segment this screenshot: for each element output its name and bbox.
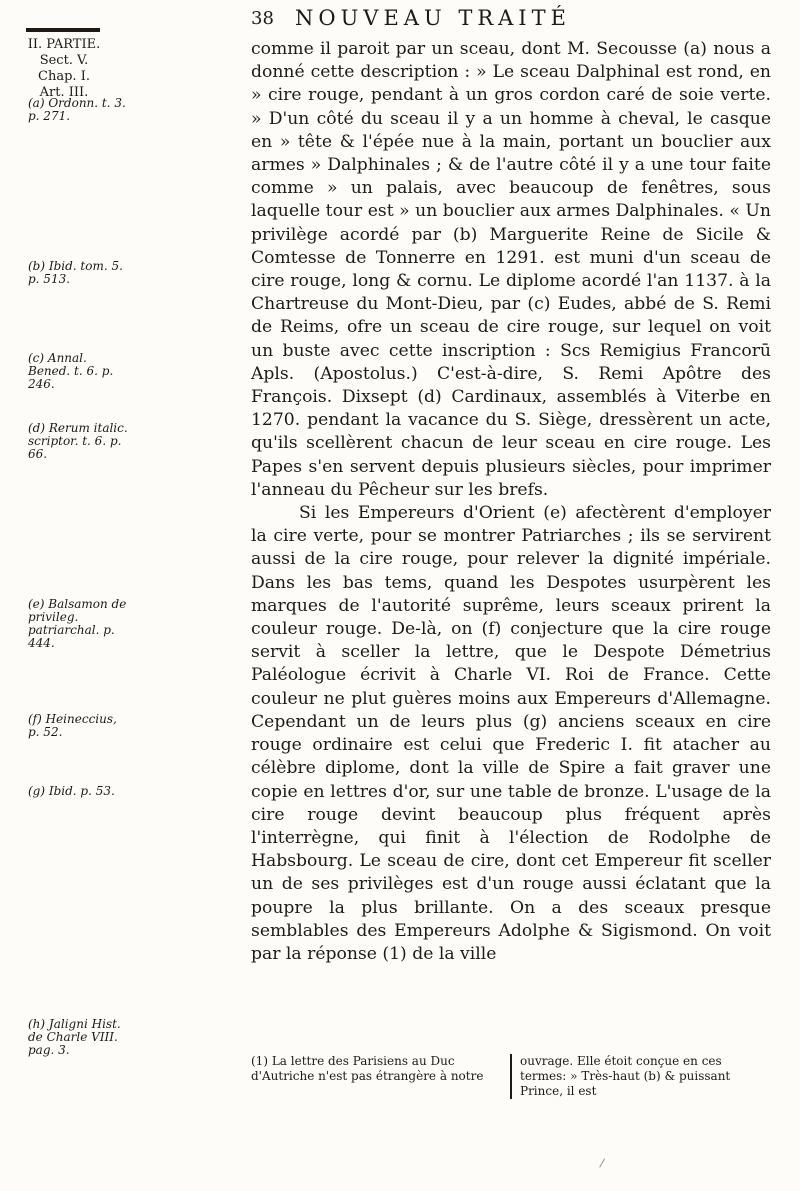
footnote-left: (1) La lettre des Parisiens au Duc d'Autriche n'est pas étrangère à notre <box>251 1054 512 1099</box>
footnote <box>251 1054 771 1099</box>
sidenote-f: (f) Heineccius, p. 52. <box>28 712 117 739</box>
running-title: NOUVEAU TRAITÉ <box>295 6 571 30</box>
sidenote-b: (b) Ibid. tom. 5. p. 513. <box>28 259 123 286</box>
chap-label: Chap. I. <box>38 69 90 84</box>
page-number: 38 <box>251 8 274 29</box>
running-header <box>0 6 800 34</box>
footnote-right: ouvrage. Elle étoit conçue en ces termes: » Très-haut (b) & puissant Prince, il est <box>520 1054 731 1098</box>
section-label <box>26 28 102 101</box>
section-rule <box>26 28 100 32</box>
sidenote-d: (d) Rerum italic. scriptor. t. 6. p. 66. <box>28 421 128 461</box>
partie-label: II. PARTIE. <box>27 37 101 52</box>
sidenote-c: (c) Annal. Bened. t. 6. p. 246. <box>28 351 114 391</box>
stray-mark <box>599 1158 607 1168</box>
paragraph-1: comme il paroit par un sceau, dont M. Secousse (a) nous a donné cette description : » Le sceau Dalphinal est rond, en » cire rouge, pendant à un gros cordon caré de soie verte. » D'un côté du sceau il y a un homme à cheval, le casque en » tête & l'épée nue à la main, portant un bouclier aux armes » Dalphinales ; & de l'autre côté il y a une tour faite comme » un palais, avec beaucoup de fenêtres, sous laquelle tour est » un bouclier aux armes Dalphinales. « Un privilège acordé par (b) Marguerite Reine de Sicile & Comtesse de Tonnerre en 1291. est muni d'un sceau de cire rouge, long & cornu. Le diplome acordé l'an 1137. à la Chartreuse du Mont-Dieu, par (c) Eudes, abbé de S. Remi de Reims, ofre un sceau de cire rouge, sur lequel on voit un buste avec cette inscription : Scs Remigius Francorū Apls. (Apostolus.) C'est-à-dire, S. Remi Apôtre des François. Dixsept (d) Cardinaux, assemblés à Viterbe en 1270. pendant la vacance du S. Siège, dressèrent un acte, qu'ils scellèrent chacun de leur sceau en cire rouge. Les Papes s'en servent depuis plusieurs siècles, pour imprimer l'anneau du Pêcheur sur les brefs. <box>251 39 771 500</box>
sidenote-g: (g) Ibid. p. 53. <box>28 784 115 798</box>
sidenote-a: (a) Ordonn. t. 3. p. 271. <box>28 96 126 123</box>
art-label: Art. III. <box>39 85 89 100</box>
paragraph-2: Si les Empereurs d'Orient (e) afectèrent d'employer la cire verte, pour se montrer Patriarches ; ils se servirent aussi de la cire rouge, pour relever la dignité impériale. Dans les bas tems, quand les Despotes usurpèrent les marques de l'autorité suprême, leurs sceaux prirent la couleur rouge. De-là, on (f) conjecture que la cire rouge servit à sceller la lettre, que le Despote Démetrius Paléologue écrivit à Charle VI. Roi de France. Cette couleur ne plut guères moins aux Empereurs d'Allemagne. Cependant un de leurs plus (g) anciens sceaux en cire rouge ordinaire est celui que Frederic I. fit atacher au célèbre diplome, dont la ville de Spire a fait graver une copie en lettres d'or, sur une table de bronze. L'usage de la cire rouge devint beaucoup plus fréquent après l'interrègne, qui finit à l'élection de Rodolphe de Habsbourg. Le sceau de cire, dont cet Empereur fit sceller un de ses privilèges est d'un rouge aussi éclatant que la poupre la plus brillante. On a des sceaux presque semblables des Empereurs Adolphe & Sigismond. On voit par la réponse (1) de la ville <box>251 503 771 964</box>
sidenote-h: (h) Jaligni Hist. de Charle VIII. pag. 3. <box>28 1017 121 1057</box>
sect-label: Sect. V. <box>39 53 89 68</box>
sidenote-e: (e) Balsamon de privileg. patriarchal. p. 444. <box>28 597 127 650</box>
main-text <box>251 38 771 966</box>
